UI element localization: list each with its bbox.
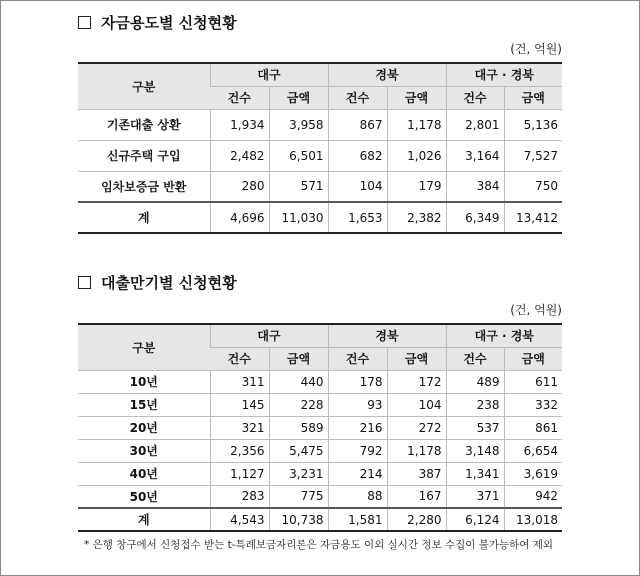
cell: 371	[446, 485, 504, 508]
header-sub: 금액	[387, 347, 446, 370]
total-row	[78, 202, 562, 233]
cell: 1,178	[387, 439, 446, 462]
cell: 280	[210, 171, 269, 202]
cell: 167	[387, 485, 446, 508]
cell: 750	[504, 171, 562, 202]
table-row	[78, 370, 562, 393]
cell: 867	[328, 109, 387, 140]
cell: 611	[504, 370, 562, 393]
row-label: 신규주택 구입	[78, 140, 210, 171]
header-sub: 건수	[446, 86, 504, 109]
cell: 332	[504, 393, 562, 416]
header-sub: 건수	[210, 347, 269, 370]
cell: 861	[504, 416, 562, 439]
header-sub: 건수	[328, 86, 387, 109]
cell: 6,654	[504, 439, 562, 462]
cell: 4,696	[210, 202, 269, 233]
section1-unit: (건, 억원)	[510, 42, 562, 56]
cell: 321	[210, 416, 269, 439]
header-group-daegu: 대구	[210, 63, 328, 86]
cell: 93	[328, 393, 387, 416]
row-label: 15년	[78, 393, 210, 416]
cell: 537	[446, 416, 504, 439]
total-label: 계	[78, 202, 210, 233]
section2-title-text: 대출만기별 신청현황	[101, 274, 237, 292]
cell: 682	[328, 140, 387, 171]
header-category: 구분	[78, 63, 210, 109]
cell: 179	[387, 171, 446, 202]
cell: 145	[210, 393, 269, 416]
cell: 10,738	[269, 508, 328, 531]
header-category: 구분	[78, 324, 210, 370]
header-sub: 건수	[328, 347, 387, 370]
section2-unit: (건, 억원)	[510, 303, 562, 317]
cell: 489	[446, 370, 504, 393]
cell: 775	[269, 485, 328, 508]
cell: 942	[504, 485, 562, 508]
section1-title-text: 자금용도별 신청현황	[101, 14, 237, 32]
cell: 6,349	[446, 202, 504, 233]
cell: 13,018	[504, 508, 562, 531]
section2-title	[78, 272, 237, 293]
square-bullet-icon	[78, 16, 91, 29]
row-label: 20년	[78, 416, 210, 439]
cell: 272	[387, 416, 446, 439]
table-row	[78, 462, 562, 485]
cell: 7,527	[504, 140, 562, 171]
cell: 1,581	[328, 508, 387, 531]
cell: 440	[269, 370, 328, 393]
table-row	[78, 416, 562, 439]
cell: 571	[269, 171, 328, 202]
table-row	[78, 140, 562, 171]
cell: 3,958	[269, 109, 328, 140]
total-label: 계	[78, 508, 210, 531]
header-group-gyeongbuk: 경북	[328, 324, 446, 347]
row-label: 40년	[78, 462, 210, 485]
row-label: 10년	[78, 370, 210, 393]
header-sub: 건수	[210, 86, 269, 109]
cell: 792	[328, 439, 387, 462]
header-group-gyeongbuk: 경북	[328, 63, 446, 86]
table-row	[78, 439, 562, 462]
cell: 1,341	[446, 462, 504, 485]
section1-title	[78, 12, 237, 33]
row-label: 30년	[78, 439, 210, 462]
cell: 283	[210, 485, 269, 508]
cell: 1,653	[328, 202, 387, 233]
maturity-table	[78, 323, 562, 532]
square-bullet-icon	[78, 276, 91, 289]
header-group-daegu: 대구	[210, 324, 328, 347]
cell: 387	[387, 462, 446, 485]
cell: 589	[269, 416, 328, 439]
cell: 1,026	[387, 140, 446, 171]
cell: 178	[328, 370, 387, 393]
cell: 214	[328, 462, 387, 485]
cell: 3,164	[446, 140, 504, 171]
cell: 5,475	[269, 439, 328, 462]
cell: 4,543	[210, 508, 269, 531]
header-sub: 금액	[269, 86, 328, 109]
cell: 311	[210, 370, 269, 393]
cell: 1,178	[387, 109, 446, 140]
row-label: 임차보증금 반환	[78, 171, 210, 202]
cell: 13,412	[504, 202, 562, 233]
total-row	[78, 508, 562, 531]
cell: 2,382	[387, 202, 446, 233]
header-sub: 금액	[387, 86, 446, 109]
header-sub: 건수	[446, 347, 504, 370]
cell: 11,030	[269, 202, 328, 233]
header-sub: 금액	[504, 347, 562, 370]
header-group-combined: 대구 · 경북	[446, 63, 562, 86]
cell: 2,356	[210, 439, 269, 462]
row-label: 기존대출 상환	[78, 109, 210, 140]
table-row	[78, 485, 562, 508]
cell: 228	[269, 393, 328, 416]
cell: 6,501	[269, 140, 328, 171]
table-row	[78, 109, 562, 140]
table-row	[78, 393, 562, 416]
cell: 384	[446, 171, 504, 202]
cell: 104	[387, 393, 446, 416]
header-group-combined: 대구 · 경북	[446, 324, 562, 347]
cell: 1,934	[210, 109, 269, 140]
cell: 238	[446, 393, 504, 416]
cell: 2,801	[446, 109, 504, 140]
cell: 1,127	[210, 462, 269, 485]
cell: 5,136	[504, 109, 562, 140]
cell: 6,124	[446, 508, 504, 531]
header-sub: 금액	[269, 347, 328, 370]
cell: 172	[387, 370, 446, 393]
cell: 88	[328, 485, 387, 508]
cell: 2,482	[210, 140, 269, 171]
usage-table	[78, 62, 562, 234]
footnote: * 은행 창구에서 신청접수 받는 t-특례보금자리론은 자금용도 이외 실시간 정보 수집이 불가능하여 제외	[84, 539, 554, 551]
cell: 3,148	[446, 439, 504, 462]
header-sub: 금액	[504, 86, 562, 109]
cell: 104	[328, 171, 387, 202]
cell: 3,231	[269, 462, 328, 485]
cell: 2,280	[387, 508, 446, 531]
cell: 216	[328, 416, 387, 439]
cell: 3,619	[504, 462, 562, 485]
row-label: 50년	[78, 485, 210, 508]
table-row	[78, 171, 562, 202]
